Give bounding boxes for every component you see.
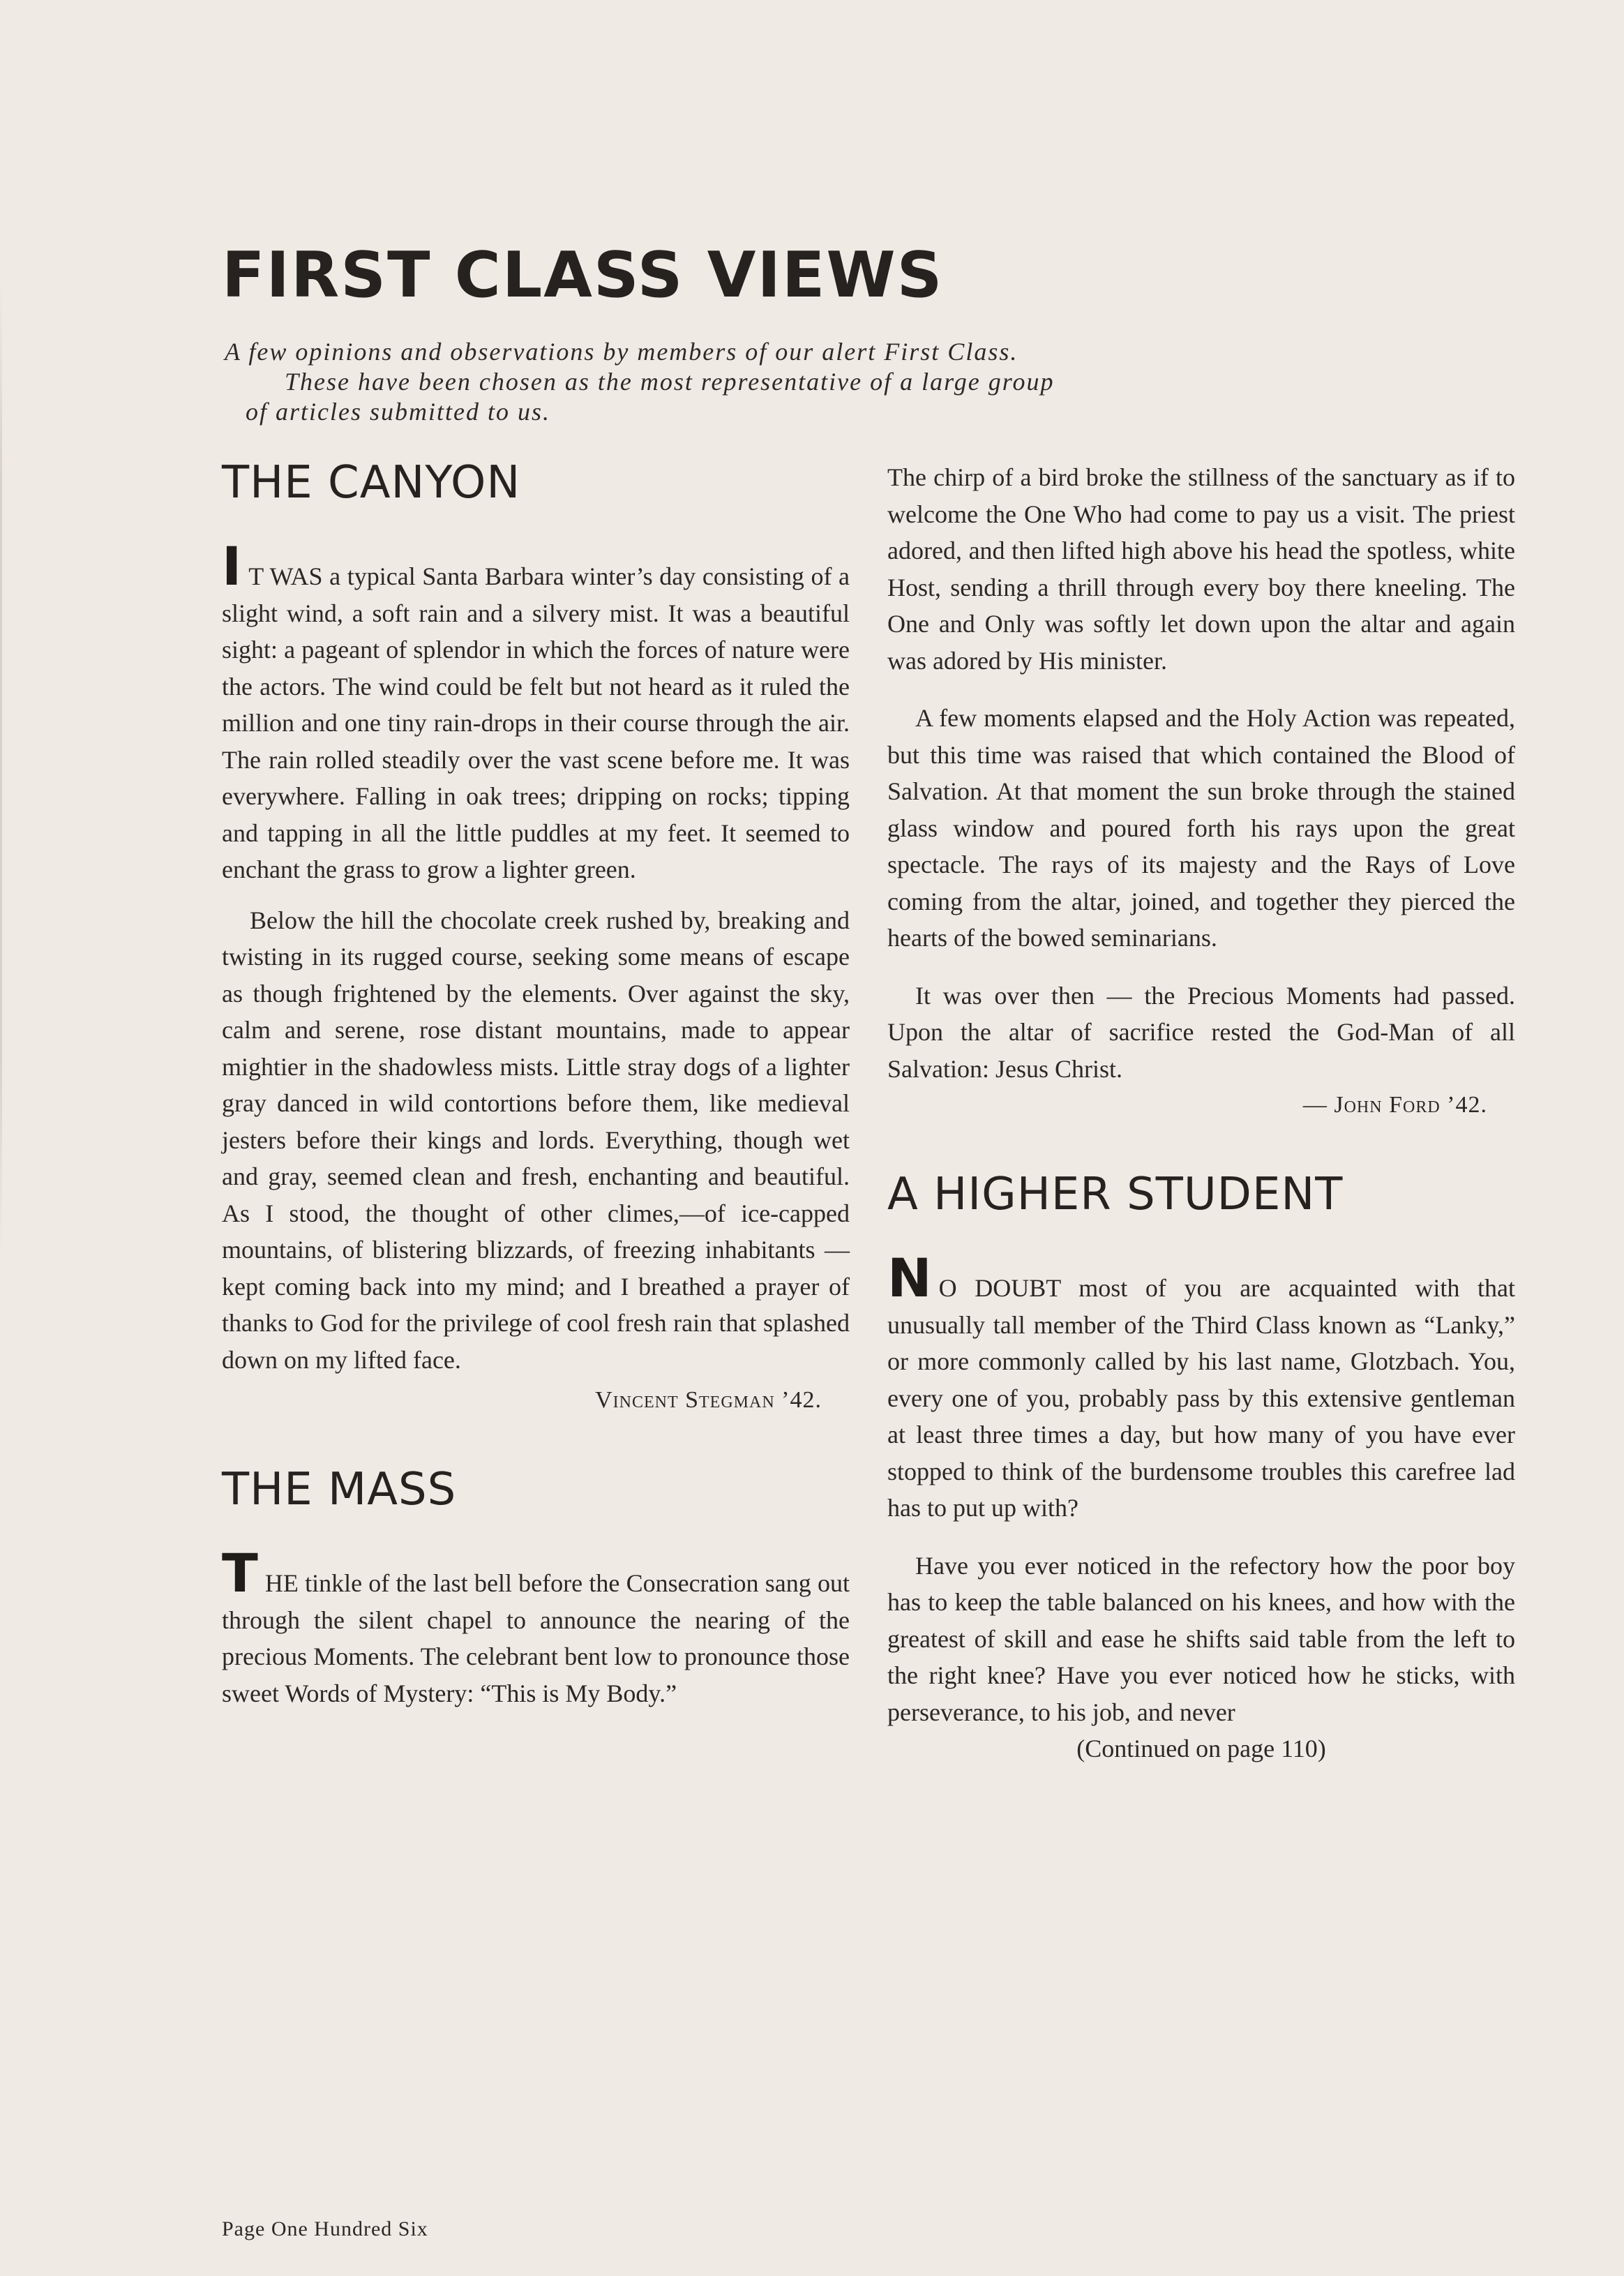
article-paragraph xyxy=(222,535,850,888)
continued-note: (Continued on page 110) xyxy=(1076,1735,1326,1762)
drop-cap: T xyxy=(222,1542,258,1604)
article-paragraph: Have you ever noticed in the refectory how the poor boy has to keep the table balanced on his knees, and how with the greatest of skill and ease he shifts said table from the left to the right knee? Have you ever noticed how he sticks, with perseverance, to his job, and never xyxy=(887,1551,1515,1726)
page-number: Page One Hundred Six xyxy=(222,2217,428,2240)
intro-line-2: These have been chosen as the most representative of a large group xyxy=(285,368,1055,396)
drop-cap: N xyxy=(887,1247,932,1309)
article-title: THE CANYON xyxy=(222,457,521,509)
drop-cap: I xyxy=(222,535,242,597)
article-paragraph: Below the hill the chocolate creek rushed by, breaking and twisting in its rugged course, seeking some means of escape as though frightened by the elements. Over against the sky, calm and serene, rose distant mountains, made to appear mightier in the shadowless mists. Little stray dogs of a lighter gray danced in wild contortions before them, like medieval jesters before their kings and lords. Everything, though wet and gray, seemed clean and fresh, enchanting and beautiful. As I stood, the thought of other climes,—of ice-capped mountains, of blistering blizzards, of freezing inhabitants — kept coming back into my mind; and I breathed a prayer of thanks to God for the privilege of cool fresh rain that splashed down on my lifted face. xyxy=(222,906,850,1374)
article-the-canyon xyxy=(222,457,850,1418)
article-paragraph: The chirp of a bird broke the stillness of the sanctuary as if to welcome the One Who had come to pay us a visit. The priest adored, and then lifted high above his head the spotless, white Host, sending a thrill through every boy there kneeling. The One and Only was softly let down upon the altar and again was adored by His minister. xyxy=(887,463,1515,675)
article-title: THE MASS xyxy=(222,1464,457,1515)
paragraph-text: HE tinkle of the last bell before the Consecration sang out through the silent chapel to announce the nearing of the precious Moments. The celebrant bent low to pronounce those sweet Words of Mystery: “This is My Body.” xyxy=(222,1569,850,1707)
page-title: FIRST CLASS VIEWS xyxy=(222,239,944,312)
article-the-mass-continued xyxy=(887,459,1515,1123)
page-edge-shadow xyxy=(0,279,2,1256)
article-the-mass xyxy=(222,1464,850,1712)
intro-line-3: of articles submitted to us. xyxy=(246,398,550,426)
intro-line-1: A few opinions and observations by members of our alert First Class. xyxy=(225,338,1018,366)
left-column xyxy=(222,457,850,1712)
author-signature: — John Ford ’42. xyxy=(1302,1092,1487,1118)
article-paragraph: A few moments elapsed and the Holy Action was repeated, but this time was raised that which contained the Blood of Salvation. At that moment the sun broke through the stained glass window and poured forth his rays upon the great spectacle. The rays of its majesty and the Rays of Love coming from the altar, joined, and together they pierced the hearts of the bowed seminarians. xyxy=(887,704,1515,952)
article-paragraph xyxy=(222,1542,850,1712)
paragraph-text: O DOUBT most of you are acquainted with that unusually tall member of the Third Class known as “Lanky,” or more commonly called by his last name, Glotzbach. You, every one of you, probably pass by this extensive gentleman at least three times a day, but how many of you have ever stopped to think of the burdensome troubles this carefree lad has to put up with? xyxy=(887,1274,1515,1522)
article-paragraph: It was over then — the Precious Moments had passed. Upon the altar of sacrifice rested the God-Man of all Salvation: Jesus Christ. xyxy=(887,981,1515,1083)
author-signature: Vincent Stegman ’42. xyxy=(595,1387,822,1413)
right-column xyxy=(887,459,1515,1767)
article-a-higher-student xyxy=(887,1169,1515,1767)
article-paragraph xyxy=(887,1247,1515,1527)
intro-blurb xyxy=(225,337,1215,427)
paragraph-text: T WAS a typical Santa Barbara winter’s day consisting of a slight wind, a soft rain and a silvery mist. It was a beautiful sight: a pageant of splendor in which the forces of nature were the actors. The wind could be felt but not heard as it ruled the million and one tiny rain-drops in their course through the air. The rain rolled steadily over the vast scene before me. It was everywhere. Falling in oak trees; dripping on rocks; tipping and tapping in all the little puddles at my feet. It seemed to enchant the grass to grow a lighter green. xyxy=(222,562,850,883)
article-title: A HIGHER STUDENT xyxy=(887,1169,1344,1220)
